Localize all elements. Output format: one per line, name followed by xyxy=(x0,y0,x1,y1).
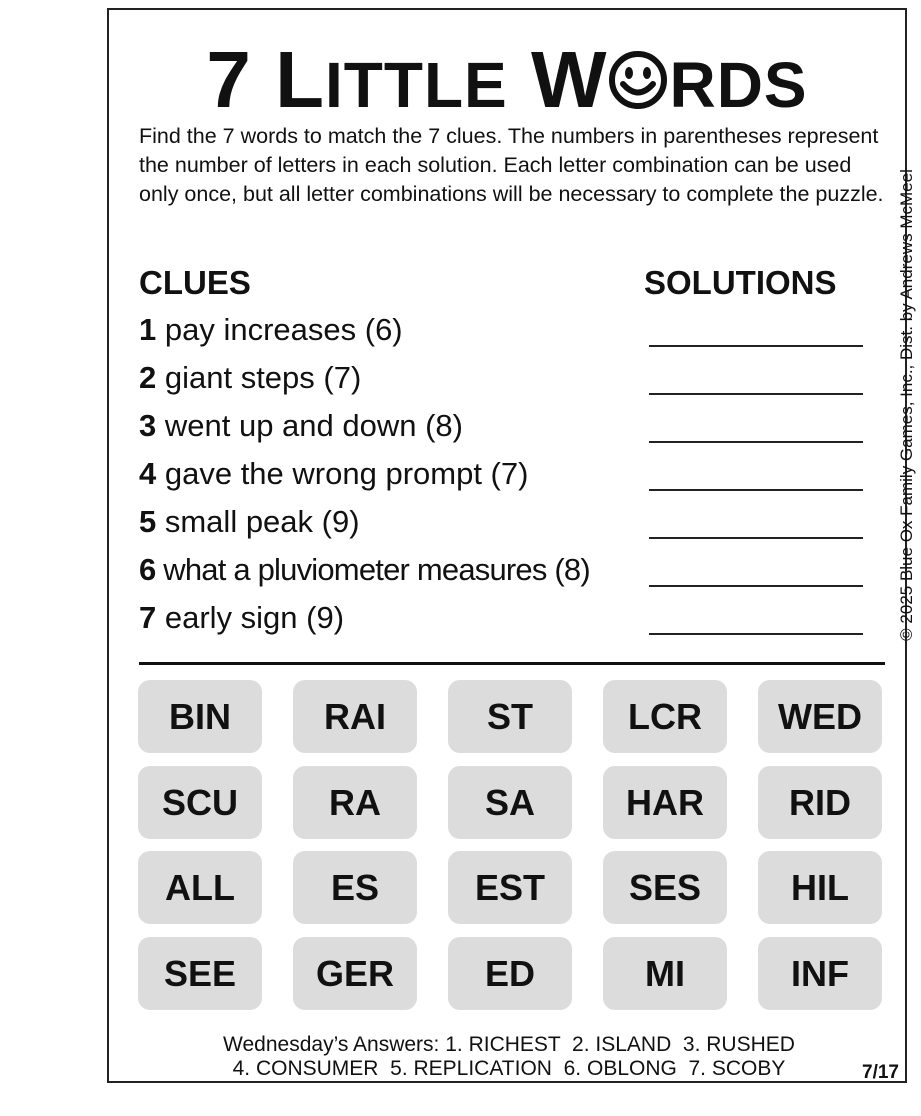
clue-5: 5 small peak (9) xyxy=(139,504,360,539)
clue-1: 1 pay increases (6) xyxy=(139,312,403,347)
instructions: Find the 7 words to match the 7 clues. The numbers in parentheses represent the number of letters in each solution. Each letter combination can be used only once, but all letter combinations will be necessary to complete the puzzle. xyxy=(139,124,884,206)
solution-line-4[interactable] xyxy=(649,489,863,491)
letter-tile[interactable]: ALL xyxy=(138,851,262,924)
clue-6: 6 what a pluviometer measures (8) xyxy=(139,552,590,587)
divider xyxy=(139,662,885,665)
solution-line-1[interactable] xyxy=(649,345,863,347)
copyright-credit: © 2025 Blue Ox Family Games, Inc., Dist. by Andrews McMeel xyxy=(897,169,916,641)
letter-tile[interactable]: RAI xyxy=(293,680,417,753)
letter-tile[interactable]: ES xyxy=(293,851,417,924)
letter-tile[interactable]: RA xyxy=(293,766,417,839)
smiley-icon xyxy=(607,44,669,124)
letter-tile[interactable]: BIN xyxy=(138,680,262,753)
puzzle-title: 7 LITTLE W RDS xyxy=(206,35,808,124)
solutions-heading: SOLUTIONS xyxy=(644,264,837,301)
letter-tile[interactable]: ED xyxy=(448,937,572,1010)
letter-tile[interactable]: LCR xyxy=(603,680,727,753)
clues-heading: CLUES xyxy=(139,264,251,301)
letter-tile[interactable]: INF xyxy=(758,937,882,1010)
clue-7: 7 early sign (9) xyxy=(139,600,345,635)
letter-tile[interactable]: HAR xyxy=(603,766,727,839)
clue-2: 2 giant steps (7) xyxy=(139,360,362,395)
clue-4: 4 gave the wrong prompt (7) xyxy=(139,456,529,491)
answers-line-1: Wednesday’s Answers: 1. RICHEST 2. ISLAND 3. RUSHED xyxy=(223,1033,795,1056)
letter-tile[interactable]: SA xyxy=(448,766,572,839)
letter-tile[interactable]: HIL xyxy=(758,851,882,924)
letter-tile[interactable]: SES xyxy=(603,851,727,924)
letter-tile[interactable]: WED xyxy=(758,680,882,753)
solution-line-3[interactable] xyxy=(649,441,863,443)
letter-tile[interactable]: RID xyxy=(758,766,882,839)
previous-answers xyxy=(109,1033,909,1081)
letter-tile[interactable]: GER xyxy=(293,937,417,1010)
clue-3: 3 went up and down (8) xyxy=(139,408,463,443)
letter-tile[interactable]: MI xyxy=(603,937,727,1010)
letter-tile[interactable]: EST xyxy=(448,851,572,924)
solution-line-5[interactable] xyxy=(649,537,863,539)
puzzle-date: 7/17 xyxy=(862,1062,899,1083)
letter-tile[interactable]: SEE xyxy=(138,937,262,1010)
solution-line-7[interactable] xyxy=(649,633,863,635)
letter-tile[interactable]: SCU xyxy=(138,766,262,839)
solution-line-6[interactable] xyxy=(649,585,863,587)
answers-line-2: 4. CONSUMER 5. REPLICATION 6. OBLONG 7. SCOBY xyxy=(232,1057,786,1080)
solution-line-2[interactable] xyxy=(649,393,863,395)
letter-tile[interactable]: ST xyxy=(448,680,572,753)
puzzle-frame xyxy=(107,8,916,1083)
